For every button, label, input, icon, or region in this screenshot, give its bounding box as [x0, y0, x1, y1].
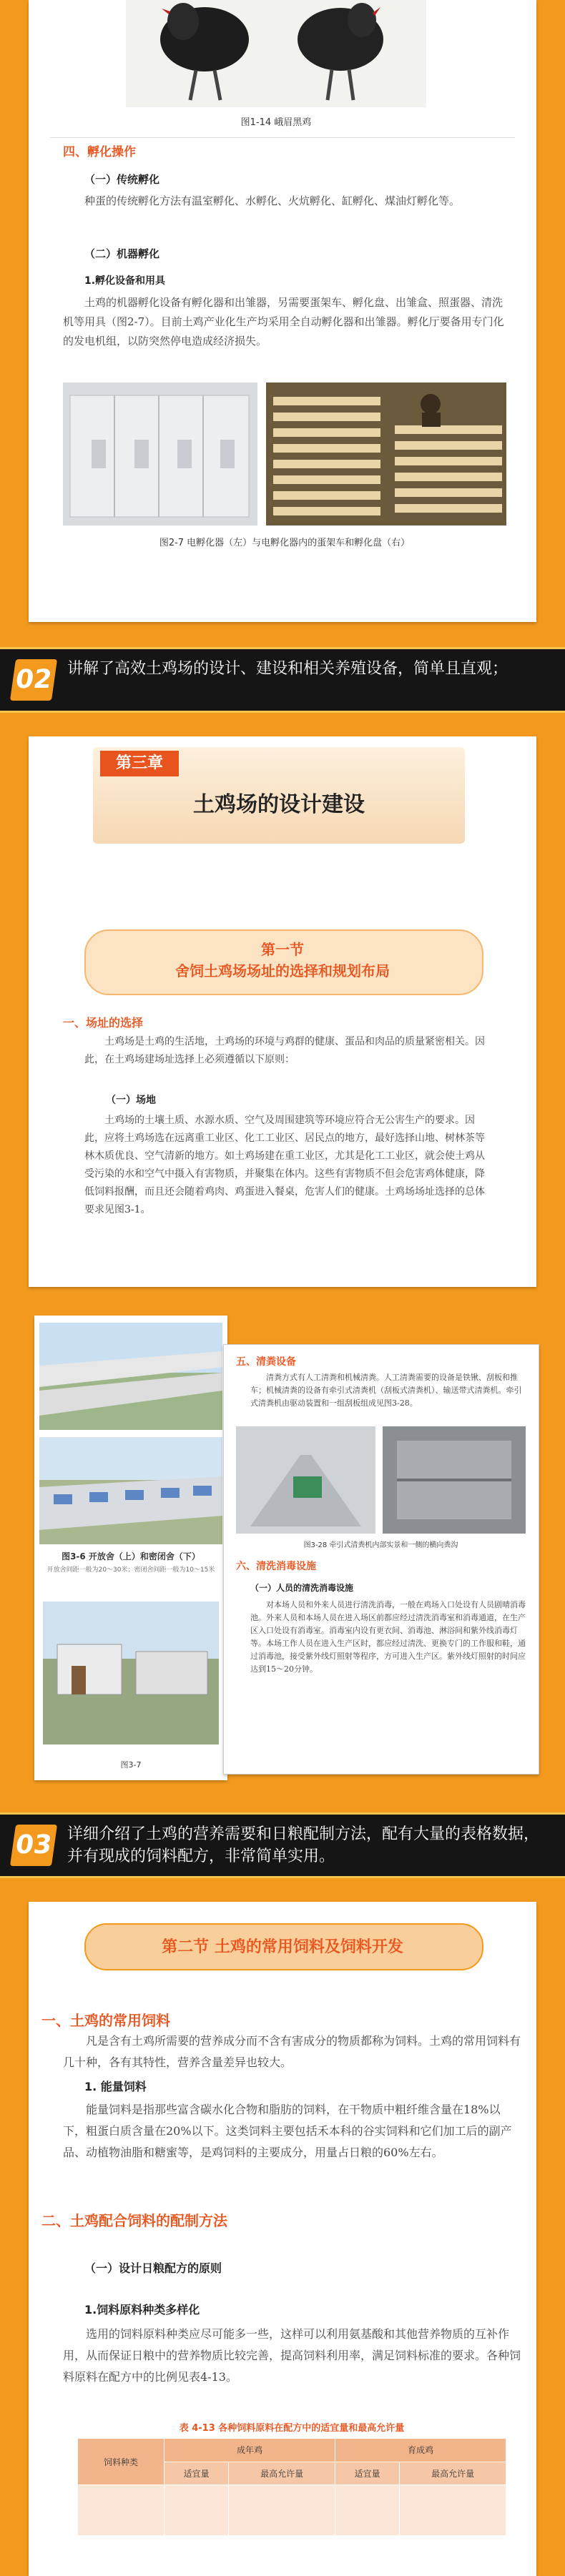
table-row-cell — [164, 2485, 229, 2536]
banner-03-number: 03 — [10, 1825, 57, 1866]
incubation-p2: 土鸡的机器孵化设备有孵化器和出雏器，另需要蛋架车、孵化盘、出雏盒、照蛋器、清洗机等用具（图2-7）。目前土鸡产业化生产均采用全自动孵化器和出雏器。孵化厅要备用专门化的发电机组，以防突然停电造成经济损失。 — [63, 296, 504, 347]
table-header-adult: 成年鸡 — [164, 2439, 335, 2462]
fig1-14-caption: 图1-14 峨眉黑鸡 — [240, 117, 312, 128]
energy-feed-heading: 1. 能量饲料 — [84, 2080, 147, 2093]
section1-label: 第一节 — [261, 941, 304, 958]
manure-cleaner-photo-left — [236, 1426, 375, 1534]
section1-title: 舍饲土鸡场场址的选择和规划布局 — [175, 962, 390, 979]
disinfect-sub: （一）人员的清洗消毒设施 — [250, 1583, 354, 1593]
site-selection-p1: 土鸡场是土鸡的生活地，土鸡场的环境与鸡群的健康、蛋品和肉品的质量紧密相关。因此，在土鸡场建场址选择上必须遵循以下原则： — [84, 1036, 485, 1065]
disinfect-heading: 六、清洗消毒设施 — [236, 1561, 316, 1572]
table-row-cell — [229, 2485, 335, 2536]
formula-principle-heading: （一）设计日粮配方的原则 — [84, 2261, 222, 2275]
table-subheader-suitable-2: 适宜量 — [335, 2462, 399, 2485]
disinfect-p: 对本场人员和外来人员进行清洗消毒，一般在鸡场入口处设有人员剧晴消毒池。外来人员和本场人员在进入场区前都应经过清洗消毒室和消毒通道，在生产区入口处设有消毒室。消毒室内设有更衣间、消毒池、淋浴间和紫外线消毒灯等。本场工作人员在进入生产区时，都应经过清洗、更换专门的工作服和鞋，通过消毒池，接受紫外线灯照射等程序，方可进入生产区。紫外线灯照射的时间应达到15～20分钟。 — [250, 1600, 526, 1674]
table-subheader-max-1: 最高允许量 — [229, 2462, 335, 2485]
banner-03-text: 详细介绍了土鸡的营养需要和日粮配制方法，配有大量的表格数据，并有现成的饲料配方，非常简单实用。 — [67, 1825, 540, 1865]
fig3-7-caption: 图3-7 — [120, 1760, 142, 1770]
fig3-6-note: 开放舍间距一般为20～30米；密闭舍间距一般为10～15米 — [46, 1566, 215, 1574]
open-house-photo — [39, 1323, 222, 1430]
table-subheader-suitable-1: 适宜量 — [164, 2462, 229, 2485]
chapter-label: 第三章 — [100, 751, 179, 776]
table-row-cell — [78, 2485, 164, 2536]
table-4-13-title: 表 4-13 各种饲料原料在配方中的适宜量和最高允许量 — [179, 2423, 405, 2434]
incubator-photo — [63, 383, 257, 525]
table-header-feed-type: 饲料种类 — [78, 2439, 164, 2485]
diversify-heading: 1.饲料原料种类多样化 — [84, 2303, 200, 2316]
energy-feed-p: 能量饲料是指那些富含碳水化合物和脂肪的饲料，在干物质中粗纤维含量在18%以下，粗蛋白质含量在20%以下。这类饲料主要包括禾本科的谷实饲料和它们加工后的副产品、动植物油脂和糖蜜等，是鸡饲料的主要成分，用量占日粮的60%左右。 — [63, 2103, 512, 2159]
formula-heading: 二、土鸡配合饲料的配制方法 — [41, 2212, 227, 2229]
incubation-sub2: （二）机器孵化 — [84, 247, 160, 260]
clean-heading: 五、清粪设备 — [236, 1356, 296, 1368]
chapter-title: 土鸡场的设计建设 — [193, 792, 365, 817]
diversify-p: 选用的饲料原料种类应尽可能多一些，这样可以利用氨基酸和其他营养物质的互补作用，从而保证日粮中的营养物质比较完善，提高饲料利用率，满足饲料标准的要求。各种饲料原料在配方中的比例见表4-13。 — [63, 2327, 521, 2384]
fig2-7-caption: 图2-7 电孵化器（左）与电孵化器内的蛋架车和孵化盘（右） — [159, 538, 411, 548]
feed-heading: 一、土鸡的常用饲料 — [41, 2012, 170, 2029]
table-row-cell — [335, 2485, 399, 2536]
incubation-sub3: 1.孵化设备和用具 — [84, 275, 166, 287]
layout-photo — [43, 1602, 219, 1745]
feed-p1: 凡是含有土鸡所需要的营养成分而不含有害成分的物质都称为饲料。土鸡的常用饲料有几十种，各有其特性，营养含量差异也较大。 — [63, 2034, 521, 2069]
table-header-grower: 育成鸡 — [335, 2439, 506, 2462]
banner-03 — [0, 1812, 565, 1878]
site-selection-heading: 一、场址的选择 — [63, 1016, 144, 1030]
banner-02-text: 讲解了高效土鸡场的设计、建设和相关养殖设备，简单且直观； — [67, 660, 508, 678]
incubation-p1: 种蛋的传统孵化方法有温室孵化、水孵化、火炕孵化、缸孵化、煤油灯孵化等。 — [84, 194, 461, 207]
manure-cleaner-photo-right — [383, 1426, 526, 1534]
divider — [50, 137, 515, 138]
closed-house-photo — [39, 1437, 222, 1544]
clean-p: 清粪方式有人工清粪和机械清粪。人工清粪需要的设备是铁锹、刮板和推车；机械清粪的设备有牵引式清粪机（刮板式清粪机）、输送带式清粪机。牵引式清粪机由驱动装置和一组刮板组成见图3-28。 — [250, 1373, 522, 1408]
banner-02-number: 02 — [10, 659, 57, 701]
fig3-28-caption: 图3-28 牵引式清粪机内部实景和一侧的横向粪沟 — [303, 1541, 458, 1549]
fig3-6-caption: 图3-6 开放舍（上）和密闭舍（下） — [62, 1551, 200, 1561]
banner-02 — [0, 647, 565, 713]
site-heading: （一）场地 — [106, 1095, 156, 1106]
table-subheader-max-2: 最高允许量 — [400, 2462, 506, 2485]
site-p2: 土鸡场的土壤土质、水源水质、空气及周围建筑等环境应符合无公害生产的要求。因此，应将土鸡场选在远离重工业区、化工工业区、居民点的地方，最好选择山地、树林茶等林木质优良、空气清新的地方。如土鸡场建在重工业区，尤其是化工工业区，就会使土鸡从受污染的水和空气中摄入有害物质，并聚集在体内。这些有害物质不但会危害鸡体健康，降低饲料报酬，而且还会随着鸡肉、鸡蛋进入餐桌，危害人们的健康。土鸡场场址选择的总体要求见图3-1。 — [84, 1115, 485, 1215]
incubation-title: 四、孵化操作 — [63, 145, 136, 159]
section2-header: 第二节 土鸡的常用饲料及饲料开发 — [162, 1938, 403, 1956]
table-4-13 — [77, 2438, 506, 2536]
fig1-14-image — [126, 0, 426, 107]
egg-trolley-photo — [266, 383, 506, 525]
incubation-sub1: （一）传统孵化 — [84, 173, 160, 186]
table-row-cell — [400, 2485, 506, 2536]
